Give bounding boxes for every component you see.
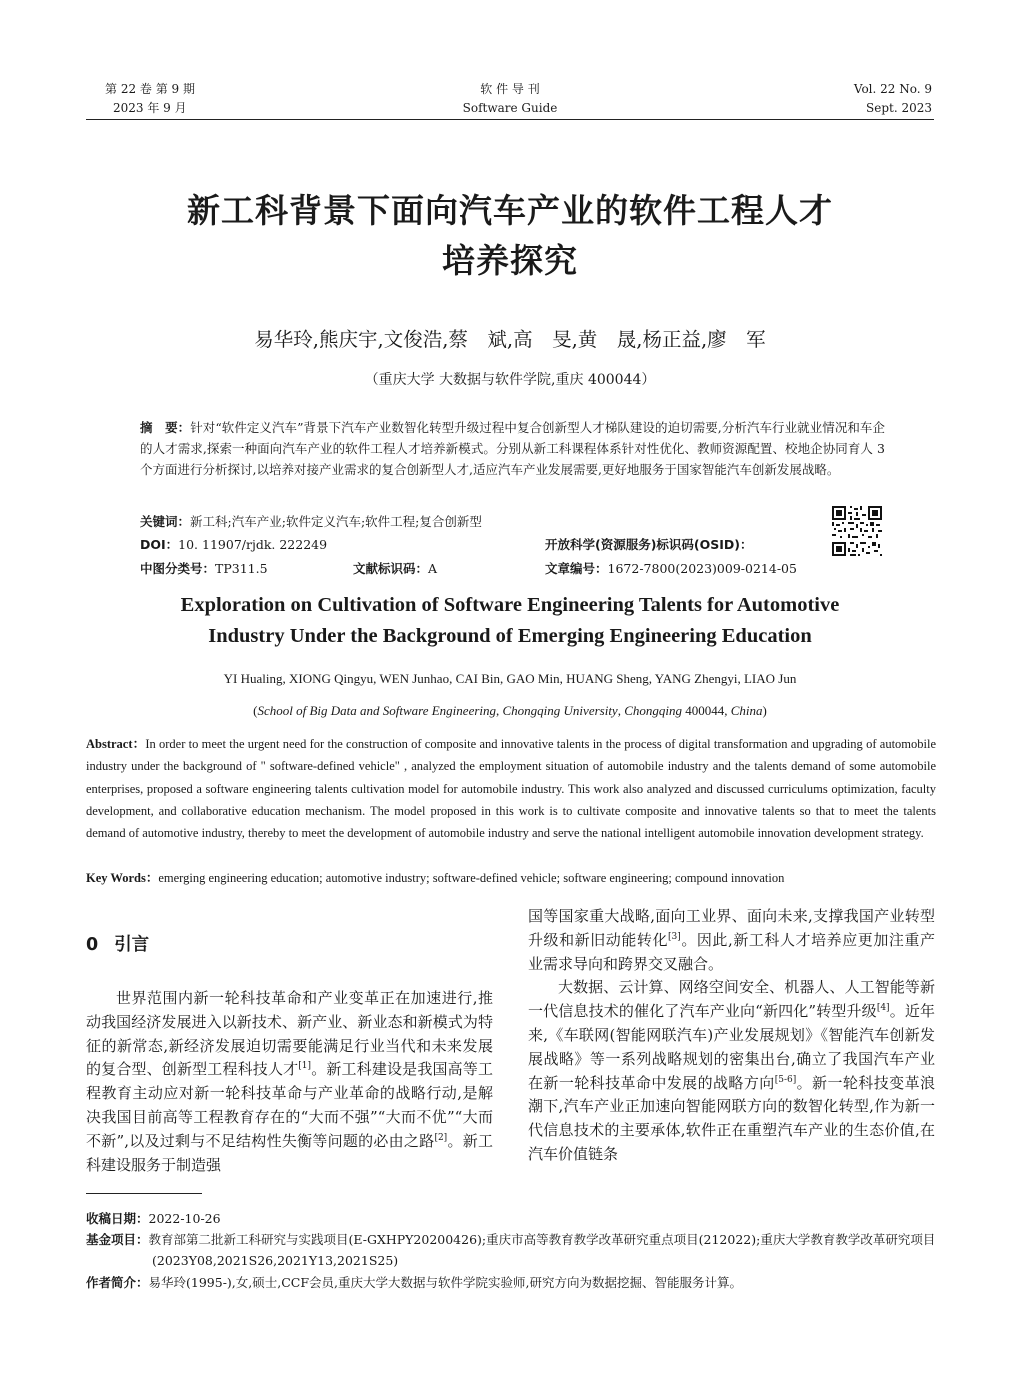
title-en xyxy=(0,590,1020,652)
keywords-en-text: emerging engineering education; automotive industry; software-defined vehicle; software engineering; compound innovation xyxy=(158,871,785,885)
paragraph-intro-2 xyxy=(528,976,935,1166)
citation[interactable]: [2] xyxy=(434,1132,448,1143)
abstract-cn xyxy=(140,417,885,480)
article-number-value: 1672-7800(2023)009-0214-05 xyxy=(607,561,797,576)
osid-label-text: 开放科学(资源服务)标识码(OSID)： xyxy=(545,537,753,552)
keywords-cn-label: 关键词： xyxy=(140,514,191,529)
affiliation-en-city: Chongqing xyxy=(624,703,682,718)
body-left-column xyxy=(86,905,493,1177)
document-code-value: A xyxy=(428,561,438,576)
authors-en: YI Hualing, XIONG Qingyu, WEN Junhao, CAI Bin, GAO Min, HUANG Sheng, YANG Zhengyi, LIAO Jun xyxy=(223,671,797,686)
doi xyxy=(140,534,327,555)
header-volume: 第 22 卷 第 9 期 xyxy=(105,82,195,96)
paragraph-text: 。因此,新工科人才培养应更加注重产业需求导向和跨界交叉融合。 xyxy=(528,930,935,973)
header-issue-en xyxy=(854,80,932,118)
header-date: 2023 年 9 月 xyxy=(113,101,187,115)
paragraph-text: 。新工科建设是我国高等工程教育主动应对新一轮科技革命与产业革命的战略行动,是解决我国目前高等工程教育存在的“大而不强”“大而不优”“大而不新”,以及过剩与不足结构性失衡等问题的必由之路 xyxy=(86,1060,493,1150)
header-journal-cn: 软 件 导 刊 xyxy=(480,82,540,96)
affiliation-en-country: China xyxy=(730,703,763,718)
abstract-en-text: In order to meet the urgent need for the construction of composite and innovative talents in the process of digital transformation and upgrading of automobile industry under the background of " software-defined vehicle" , analyzed the employment situation of automobile industry and the talents demand of some automobile enterprises, proposed a software engineering talents cultivation model for automobile industry. This work also analyzed and discussed curriculums optimization, faculty development, and collaborative education mechanism. The model proposed in this work is to cultivate composite and innovative talents so that to meet the talents demand of automotive industry, thereby to meet the development of automobile industry and serve the national intelligent automobile innovation development strategy. xyxy=(86,737,937,841)
affiliation-en-close: ) xyxy=(762,703,767,718)
paragraph-text: 。新一轮科技变革浪潮下,汽车产业正加速向智能网联方向的数智化转型,作为新一代信息技术的主要承体,软件正在重塑汽车产业的生态价值,在汽车价值链条 xyxy=(528,1073,935,1163)
abstract-en xyxy=(86,733,936,844)
article-number xyxy=(545,558,797,579)
affiliation-en-school: School of Big Data and Software Engineering xyxy=(257,703,497,718)
article-number-label: 文章编号： xyxy=(545,561,608,576)
abstract-cn-text: 针对“软件定义汽车”背景下汽车产业数智化转型升级过程中复合创新型人才梯队建设的迫切需要,分析汽车行业就业情况和车企的人才需求,探索一种面向汽车产业的软件工程人才培养新模式。分别从新工科课程体系针对性优化、教师资源配置、校地企协同育人 3 个方面进行分析探讨,以培养对接产业需求的复合创新型人才,适应汽车产业发展需要,更好地服务于国家智能汽车创新发展战略。 xyxy=(140,420,885,477)
keywords-cn-text: 新工科;汽车产业;软件定义汽车;软件工程;复合创新型 xyxy=(190,514,482,529)
footnote-rule xyxy=(86,1193,202,1194)
affiliation-en-open: ( xyxy=(253,703,258,718)
citation[interactable]: [4] xyxy=(876,1003,890,1014)
doi-label: DOI： xyxy=(140,537,179,552)
author-bio-text: 易华玲(1995-),女,硕士,CCF会员,重庆大学大数据与软件学院实验师,研究方向为数据挖掘、智能服务计算。 xyxy=(148,1275,742,1290)
header-rule xyxy=(86,119,934,120)
header-journal-en: Software Guide xyxy=(462,101,558,115)
clc-label: 中图分类号： xyxy=(140,561,216,576)
section-number: 0 xyxy=(86,935,99,955)
affiliation-cn: （重庆大学 大数据与软件学院,重庆 400044） xyxy=(364,372,656,388)
citation[interactable]: [3] xyxy=(668,931,681,942)
received-label: 收稿日期： xyxy=(86,1211,149,1226)
abstract-en-label: Abstract： xyxy=(86,737,146,751)
footnote-author-bio xyxy=(86,1272,936,1293)
keywords-en xyxy=(86,867,936,889)
qr-code-icon[interactable] xyxy=(832,506,882,556)
document-code xyxy=(353,558,437,579)
citation[interactable]: [5-6] xyxy=(774,1074,797,1085)
authors-cn: 易华玲,熊庆宇,文俊浩,蔡 斌,高 旻,黄 晟,杨正益,廖 军 xyxy=(254,328,766,351)
title-cn-line1: 新工科背景下面向汽车产业的软件工程人才 xyxy=(187,191,833,230)
paragraph-text: 。新工科建设服务于制造强 xyxy=(86,1131,493,1174)
keywords-en-label: Key Words： xyxy=(86,871,159,885)
osid-label xyxy=(545,534,753,555)
title-cn-line2: 培养探究 xyxy=(442,241,578,280)
affiliation-en-university: Chongqing University xyxy=(502,703,618,718)
received-date: 2022-10-26 xyxy=(148,1211,221,1226)
title-en-line2: Industry Under the Background of Emerging Engineering Education xyxy=(208,625,812,647)
doi-value[interactable]: 10. 11907/rjdk. 222249 xyxy=(178,537,328,552)
paragraph-text: 大数据、云计算、网络空间安全、机器人、人工智能等新一代信息技术的催化了汽车产业向“新四化”转型升级 xyxy=(528,978,935,1021)
fund-text: 教育部第二批新工科研究与实践项目(E-GXHPY20200426);重庆市高等教育教学改革研究重点项目(212022);重庆大学教育教学改革研究项目(2023Y08,2021S26,2021Y13,2021S25) xyxy=(148,1232,936,1268)
paragraph-intro-1 xyxy=(86,987,493,1177)
header-date-en: Sept. 2023 xyxy=(866,101,932,115)
section-heading xyxy=(86,933,493,957)
clc-number xyxy=(140,558,268,579)
document-code-label: 文献标识码： xyxy=(353,561,429,576)
body-right-column xyxy=(528,905,935,1167)
affiliation-en-postcode: 400044 xyxy=(685,703,725,718)
title-en-line1: Exploration on Cultivation of Software Engineering Talents for Automotive xyxy=(180,594,840,616)
paragraph-text: 国等国家重大战略,面向工业界、面向未来,支撑我国产业转型升级和新旧动能转化 xyxy=(528,907,935,949)
paragraph-intro-1-continued xyxy=(528,905,935,976)
fund-label: 基金项目： xyxy=(86,1232,149,1247)
paragraph-text: 世界范围内新一轮科技革命和产业变革正在加速进行,推动我国经济发展进入以新技术、新产业、新业态和新模式为特征的新常态,新经济发展迫切需要能满足行业当代和未来发展的复合型、创新型工程科技人才 xyxy=(86,989,493,1079)
title-cn xyxy=(0,186,1020,286)
abstract-cn-label: 摘 要： xyxy=(140,420,191,435)
clc-value: TP311.5 xyxy=(215,561,268,576)
footnote-fund xyxy=(86,1229,936,1271)
header-volume-en: Vol. 22 No. 9 xyxy=(853,82,932,96)
paragraph-text: 。近年来,《车联网(智能网联汽车)产业发展规划》《智能汽车创新发展战略》等一系列战略规划的密集出台,确立了我国汽车产业在新一轮科技革命中发展的战略方向 xyxy=(528,1002,935,1092)
keywords-cn xyxy=(140,511,482,532)
section-title: 引言 xyxy=(114,935,150,955)
footnote-received xyxy=(86,1208,936,1229)
author-bio-label: 作者简介： xyxy=(86,1275,149,1290)
affiliation-en: (School of Big Data and Software Engineering, Chongqing University, Chongqing 400044, China) xyxy=(253,703,767,718)
citation[interactable]: [1] xyxy=(298,1061,312,1072)
